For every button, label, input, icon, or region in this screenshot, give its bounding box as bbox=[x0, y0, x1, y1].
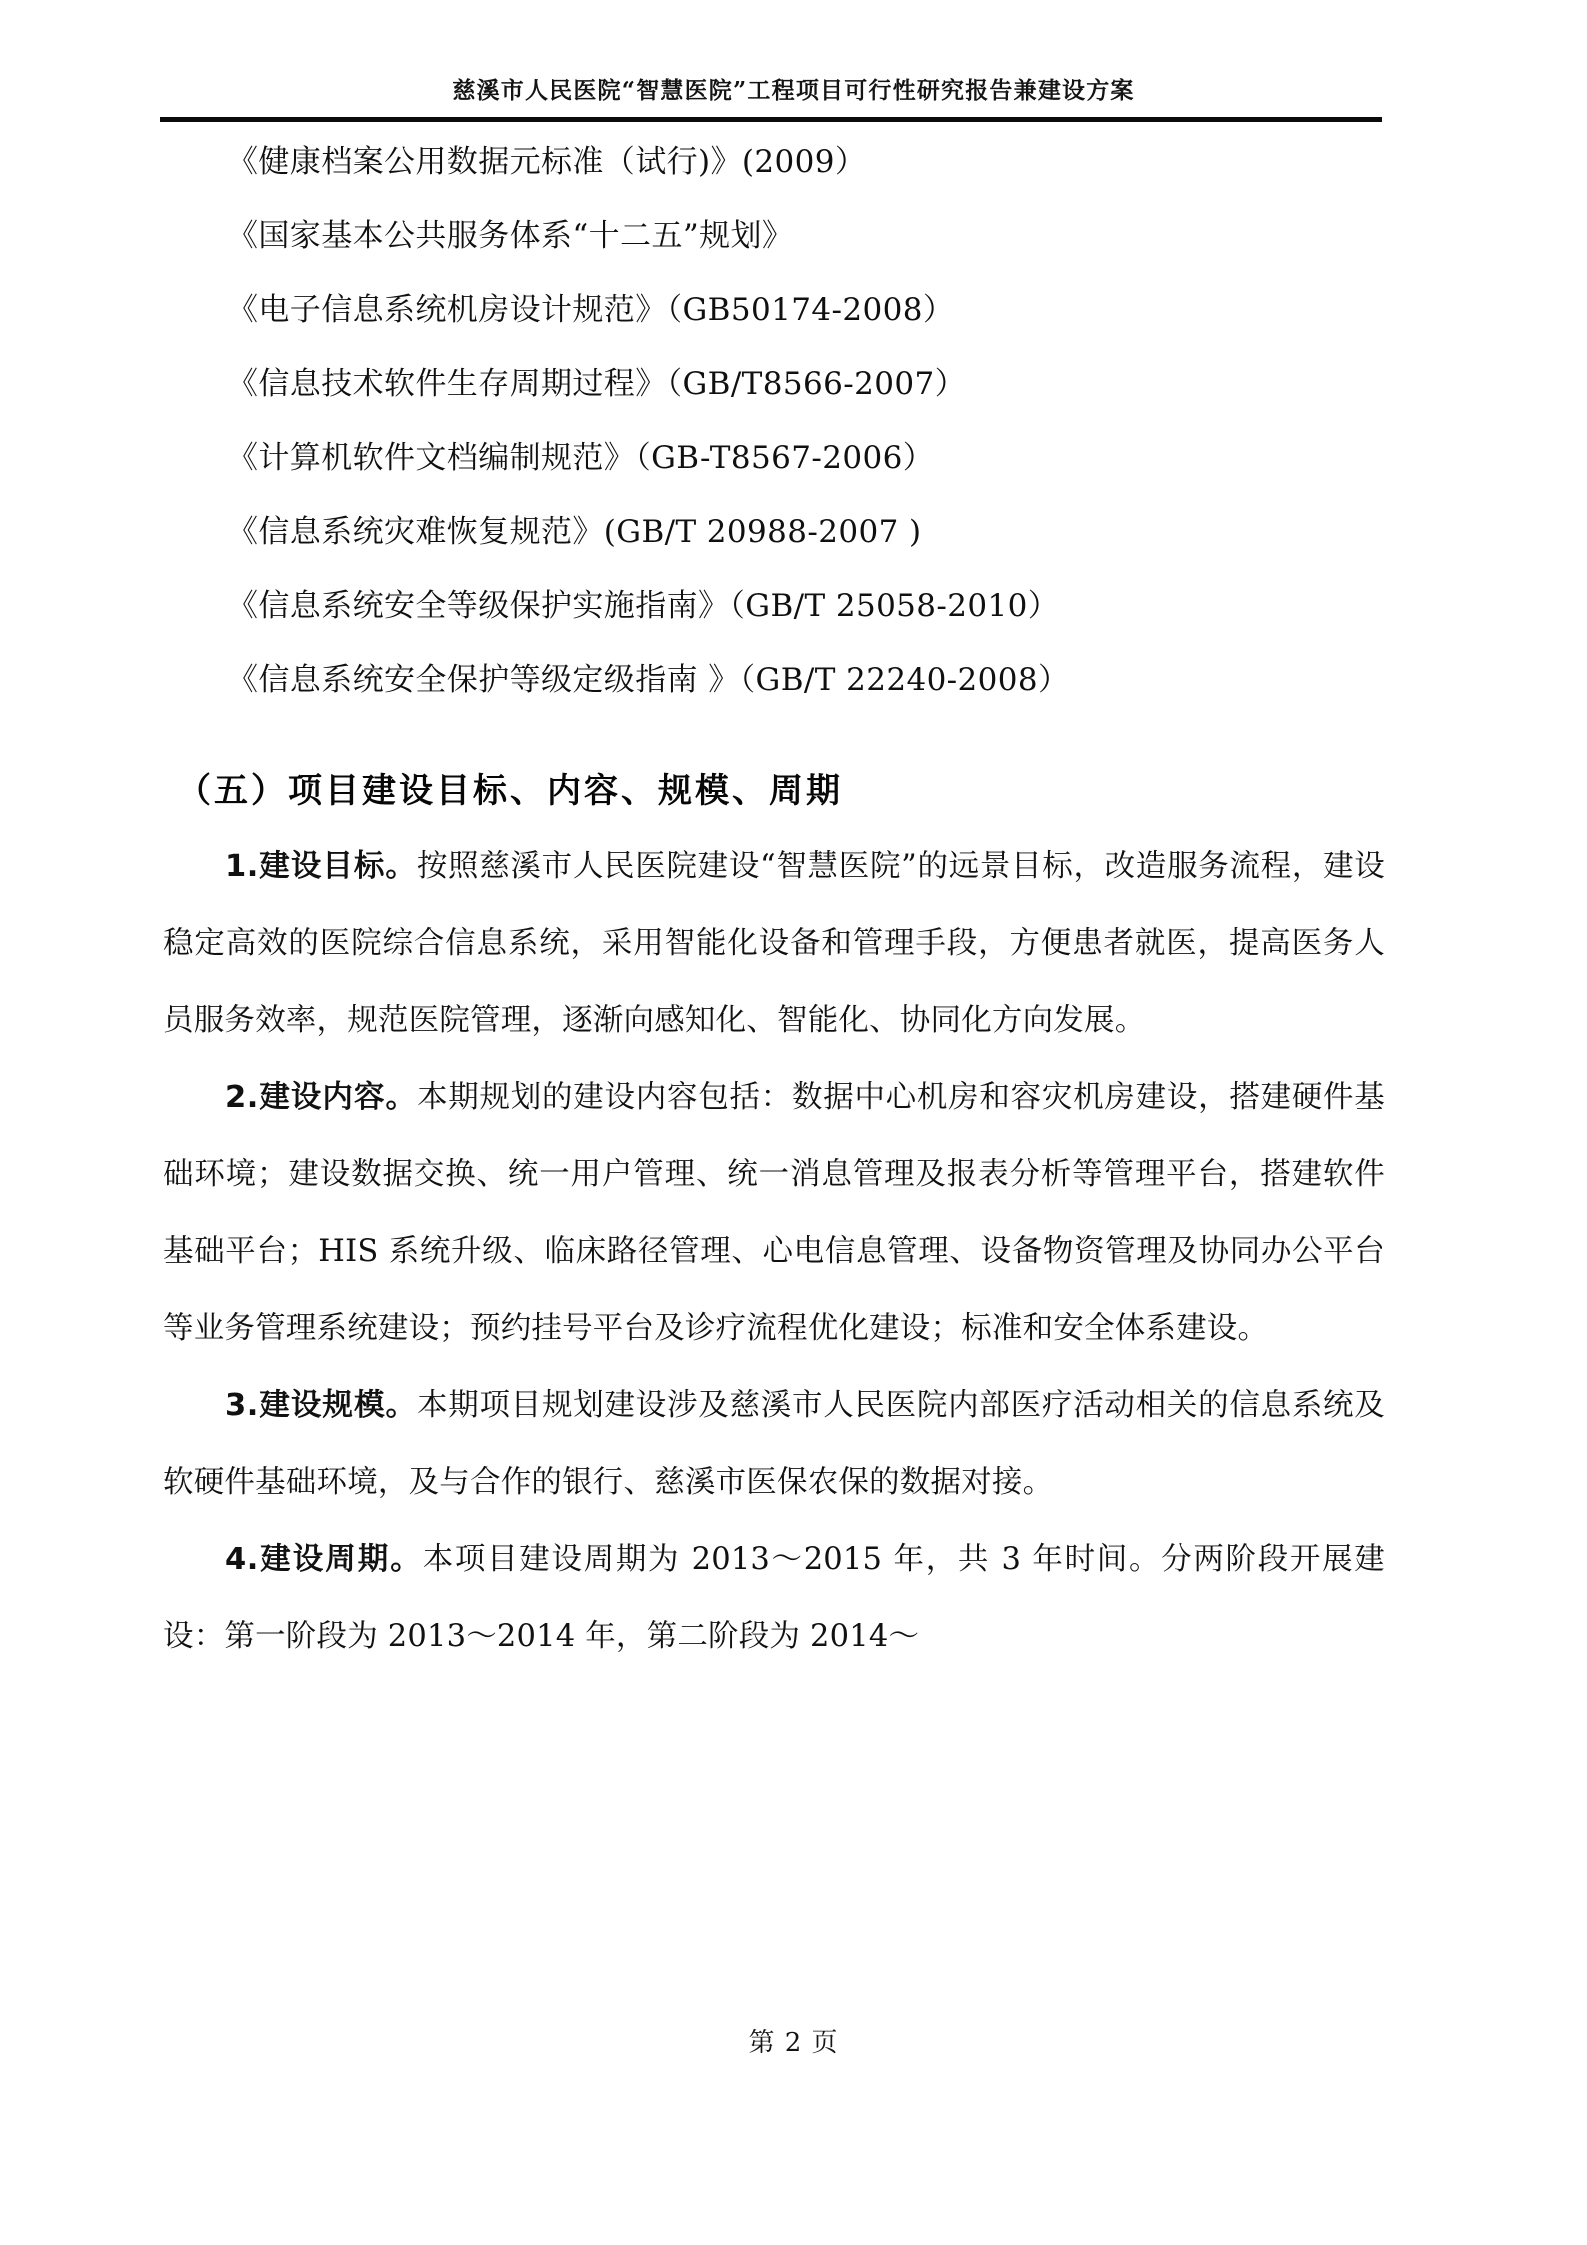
page-body bbox=[163, 125, 1385, 1675]
paragraph-construction-content bbox=[163, 1059, 1385, 1367]
paragraph-lead-label: 1.建设目标。 bbox=[225, 849, 417, 884]
section-heading: （五）项目建设目标、内容、规模、周期 bbox=[177, 771, 843, 811]
list-item: 《信息系统安全等级保护实施指南》（GB/T 25058-2010） bbox=[227, 588, 1060, 624]
page-header bbox=[0, 0, 1587, 125]
paragraph-construction-goal bbox=[163, 828, 1385, 1059]
paragraph-body-text: 按照慈溪市人民医院建设“智慧医院”的远景目标，改造服务流程，建设稳定高效的医院综合信息系统，采用智能化设备和管理手段，方便患者就医，提高医务人员服务效率，规范医院管理，逐渐向感知化、智能化、协同化方向发展。 bbox=[163, 849, 1385, 1038]
list-item: 《电子信息系统机房设计规范》（GB50174-2008） bbox=[227, 292, 955, 328]
standards-reference-list bbox=[163, 125, 1385, 717]
page-number: 第 2 页 bbox=[748, 2028, 839, 2058]
paragraph-body-text: 本项目建设周期为 2013～2015 年，共 3 年时间。分两阶段开展建设：第一阶段为 2013～2014 年，第二阶段为 2014～ bbox=[163, 1542, 1386, 1654]
paragraph-construction-period bbox=[163, 1521, 1385, 1675]
running-header-title: 慈溪市人民医院“智慧医院”工程项目可行性研究报告兼建设方案 bbox=[452, 77, 1135, 104]
paragraph-lead-label: 2.建设内容。 bbox=[225, 1080, 418, 1115]
list-item: 《信息系统安全保护等级定级指南 》（GB/T 22240-2008） bbox=[227, 662, 1070, 698]
paragraph-lead-label: 3.建设规模。 bbox=[225, 1388, 418, 1423]
paragraph-body-text: 本期规划的建设内容包括：数据中心机房和容灾机房建设，搭建硬件基础环境；建设数据交换、统一用户管理、统一消息管理及报表分析等管理平台，搭建软件基础平台；HIS 系统升级、临床路径管理、心电信息管理、设备物资管理及协同办公平台等业务管理系统建设；预约挂号平台及诊疗流程优化建设；标准和安全体系建设。 bbox=[163, 1080, 1385, 1346]
paragraph-construction-scale bbox=[163, 1367, 1385, 1521]
header-divider-rule bbox=[160, 117, 1382, 122]
list-item: 《国家基本公共服务体系“十二五”规划》 bbox=[227, 218, 794, 254]
list-item: 《健康档案公用数据元标准（试行)》(2009） bbox=[227, 144, 867, 180]
list-item: 《信息系统灾难恢复规范》(GB/T 20988-2007 ) bbox=[227, 514, 922, 550]
list-item: 《信息技术软件生存周期过程》（GB/T8566-2007） bbox=[227, 366, 967, 402]
paragraph-lead-label: 4.建设周期。 bbox=[225, 1542, 423, 1577]
page-footer bbox=[0, 2022, 1587, 2059]
list-item: 《计算机软件文档编制规范》（GB-T8567-2006） bbox=[227, 440, 935, 476]
paragraph-body-text: 本期项目规划建设涉及慈溪市人民医院内部医疗活动相关的信息系统及软硬件基础环境，及与合作的银行、慈溪市医保农保的数据对接。 bbox=[163, 1388, 1385, 1500]
